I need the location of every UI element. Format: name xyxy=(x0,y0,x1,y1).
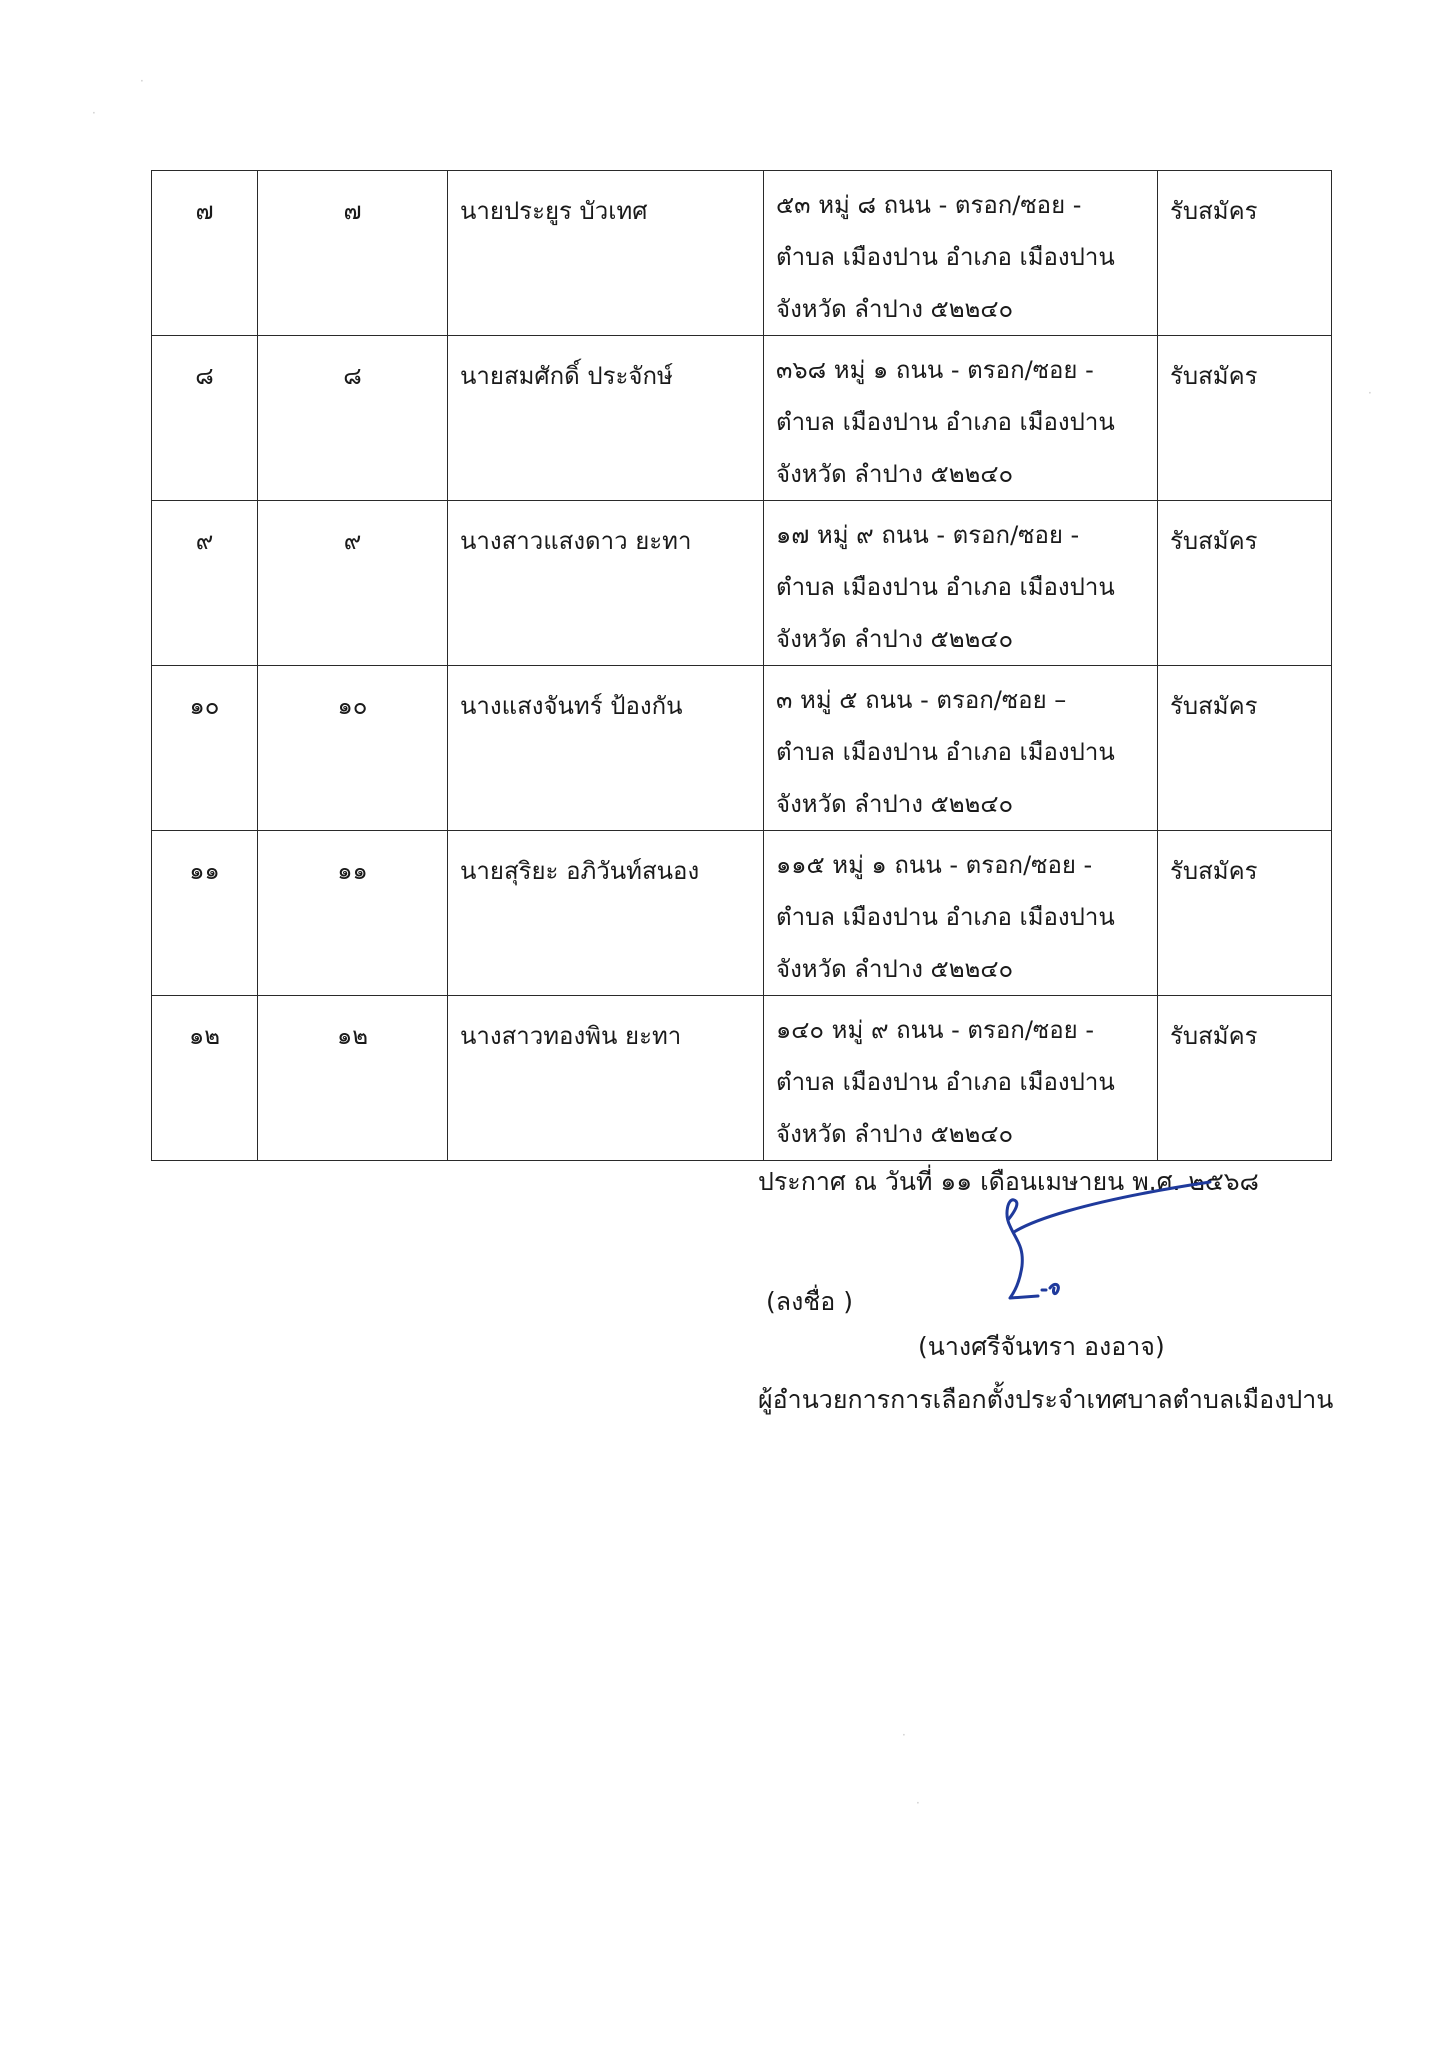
seq-cell: ๗ xyxy=(152,171,258,336)
status-cell: รับสมัคร xyxy=(1158,996,1332,1161)
scan-speck: · xyxy=(92,106,96,120)
seq-cell: ๙ xyxy=(152,501,258,666)
scan-speck: · xyxy=(140,74,144,88)
seq-cell: ๑๑ xyxy=(152,831,258,996)
address-line: ๑๗ หมู่ ๙ ถนน - ตรอก/ซอย - xyxy=(776,521,1080,549)
address-line: ตำบล เมืองปาน อำเภอ เมืองปาน xyxy=(776,408,1115,436)
sign-label: (ลงชื่อ ) xyxy=(766,1287,853,1316)
signature-icon xyxy=(990,1180,1230,1320)
candidate-name-cell: นายประยูร บัวเทศ xyxy=(448,171,764,336)
address-line: จังหวัด ลำปาง ๕๒๒๔๐ xyxy=(776,295,1014,323)
address-line: จังหวัด ลำปาง ๕๒๒๔๐ xyxy=(776,955,1014,983)
address-line: จังหวัด ลำปาง ๕๒๒๔๐ xyxy=(776,625,1014,653)
address-cell xyxy=(764,171,1158,336)
address-cell xyxy=(764,501,1158,666)
candidate-number-cell: ๑๒ xyxy=(258,996,448,1161)
candidate-name-cell: นายสมศักดิ์ ประจักษ์ xyxy=(448,336,764,501)
address-line: ตำบล เมืองปาน อำเภอ เมืองปาน xyxy=(776,243,1115,271)
address-line: ตำบล เมืองปาน อำเภอ เมืองปาน xyxy=(776,1068,1115,1096)
address-line: ๑๔๐ หมู่ ๙ ถนน - ตรอก/ซอย - xyxy=(776,1016,1094,1044)
announcement-date: ประกาศ ณ วันที่ ๑๑ เดือนเมษายน พ.ศ. ๒๕๖๘ xyxy=(758,1167,1259,1196)
address-line: จังหวัด ลำปาง ๕๒๒๔๐ xyxy=(776,1120,1014,1148)
address-line: ๓ หมู่ ๕ ถนน - ตรอก/ซอย – xyxy=(776,686,1067,714)
address-cell xyxy=(764,996,1158,1161)
address-line: ๑๑๕ หมู่ ๑ ถนน - ตรอก/ซอย - xyxy=(776,851,1093,879)
candidate-number-cell: ๘ xyxy=(258,336,448,501)
candidate-name-cell: นางสาวแสงดาว ยะทา xyxy=(448,501,764,666)
candidate-name-cell: นางแสงจันทร์ ป้องกัน xyxy=(448,666,764,831)
table-row xyxy=(152,996,1332,1161)
address-line: จังหวัด ลำปาง ๕๒๒๔๐ xyxy=(776,460,1014,488)
address-cell xyxy=(764,336,1158,501)
address-cell xyxy=(764,666,1158,831)
scan-speck: · xyxy=(902,1728,906,1742)
table-row xyxy=(152,171,1332,336)
address-line: จังหวัด ลำปาง ๕๒๒๔๐ xyxy=(776,790,1014,818)
candidate-number-cell: ๑๑ xyxy=(258,831,448,996)
seq-cell: ๑๐ xyxy=(152,666,258,831)
status-cell: รับสมัคร xyxy=(1158,831,1332,996)
candidate-name-cell: นางสาวทองพิน ยะทา xyxy=(448,996,764,1161)
scan-speck: · xyxy=(1368,386,1372,400)
signer-title: ผู้อำนวยการการเลือกตั้งประจำเทศบาลตำบลเมืองปาน xyxy=(758,1385,1334,1414)
status-cell: รับสมัคร xyxy=(1158,666,1332,831)
address-line: ๓๖๘ หมู่ ๑ ถนน - ตรอก/ซอย - xyxy=(776,356,1094,384)
table-row xyxy=(152,831,1332,996)
status-cell: รับสมัคร xyxy=(1158,501,1332,666)
candidate-number-cell: ๑๐ xyxy=(258,666,448,831)
address-line: ตำบล เมืองปาน อำเภอ เมืองปาน xyxy=(776,903,1115,931)
signer-name: (นางศรีจันทรา องอาจ) xyxy=(918,1332,1165,1361)
candidate-table xyxy=(151,170,1332,1161)
address-line: ตำบล เมืองปาน อำเภอ เมืองปาน xyxy=(776,738,1115,766)
seq-cell: ๘ xyxy=(152,336,258,501)
address-cell xyxy=(764,831,1158,996)
address-line: ตำบล เมืองปาน อำเภอ เมืองปาน xyxy=(776,573,1115,601)
table-row xyxy=(152,666,1332,831)
candidate-name-cell: นายสุริยะ อภิวันท์สนอง xyxy=(448,831,764,996)
status-cell: รับสมัคร xyxy=(1158,336,1332,501)
table-row xyxy=(152,501,1332,666)
candidate-number-cell: ๗ xyxy=(258,171,448,336)
address-line: ๕๓ หมู่ ๘ ถนน - ตรอก/ซอย - xyxy=(776,191,1082,219)
scan-speck: · xyxy=(916,1796,920,1810)
status-cell: รับสมัคร xyxy=(1158,171,1332,336)
table-row xyxy=(152,336,1332,501)
seq-cell: ๑๒ xyxy=(152,996,258,1161)
candidate-number-cell: ๙ xyxy=(258,501,448,666)
